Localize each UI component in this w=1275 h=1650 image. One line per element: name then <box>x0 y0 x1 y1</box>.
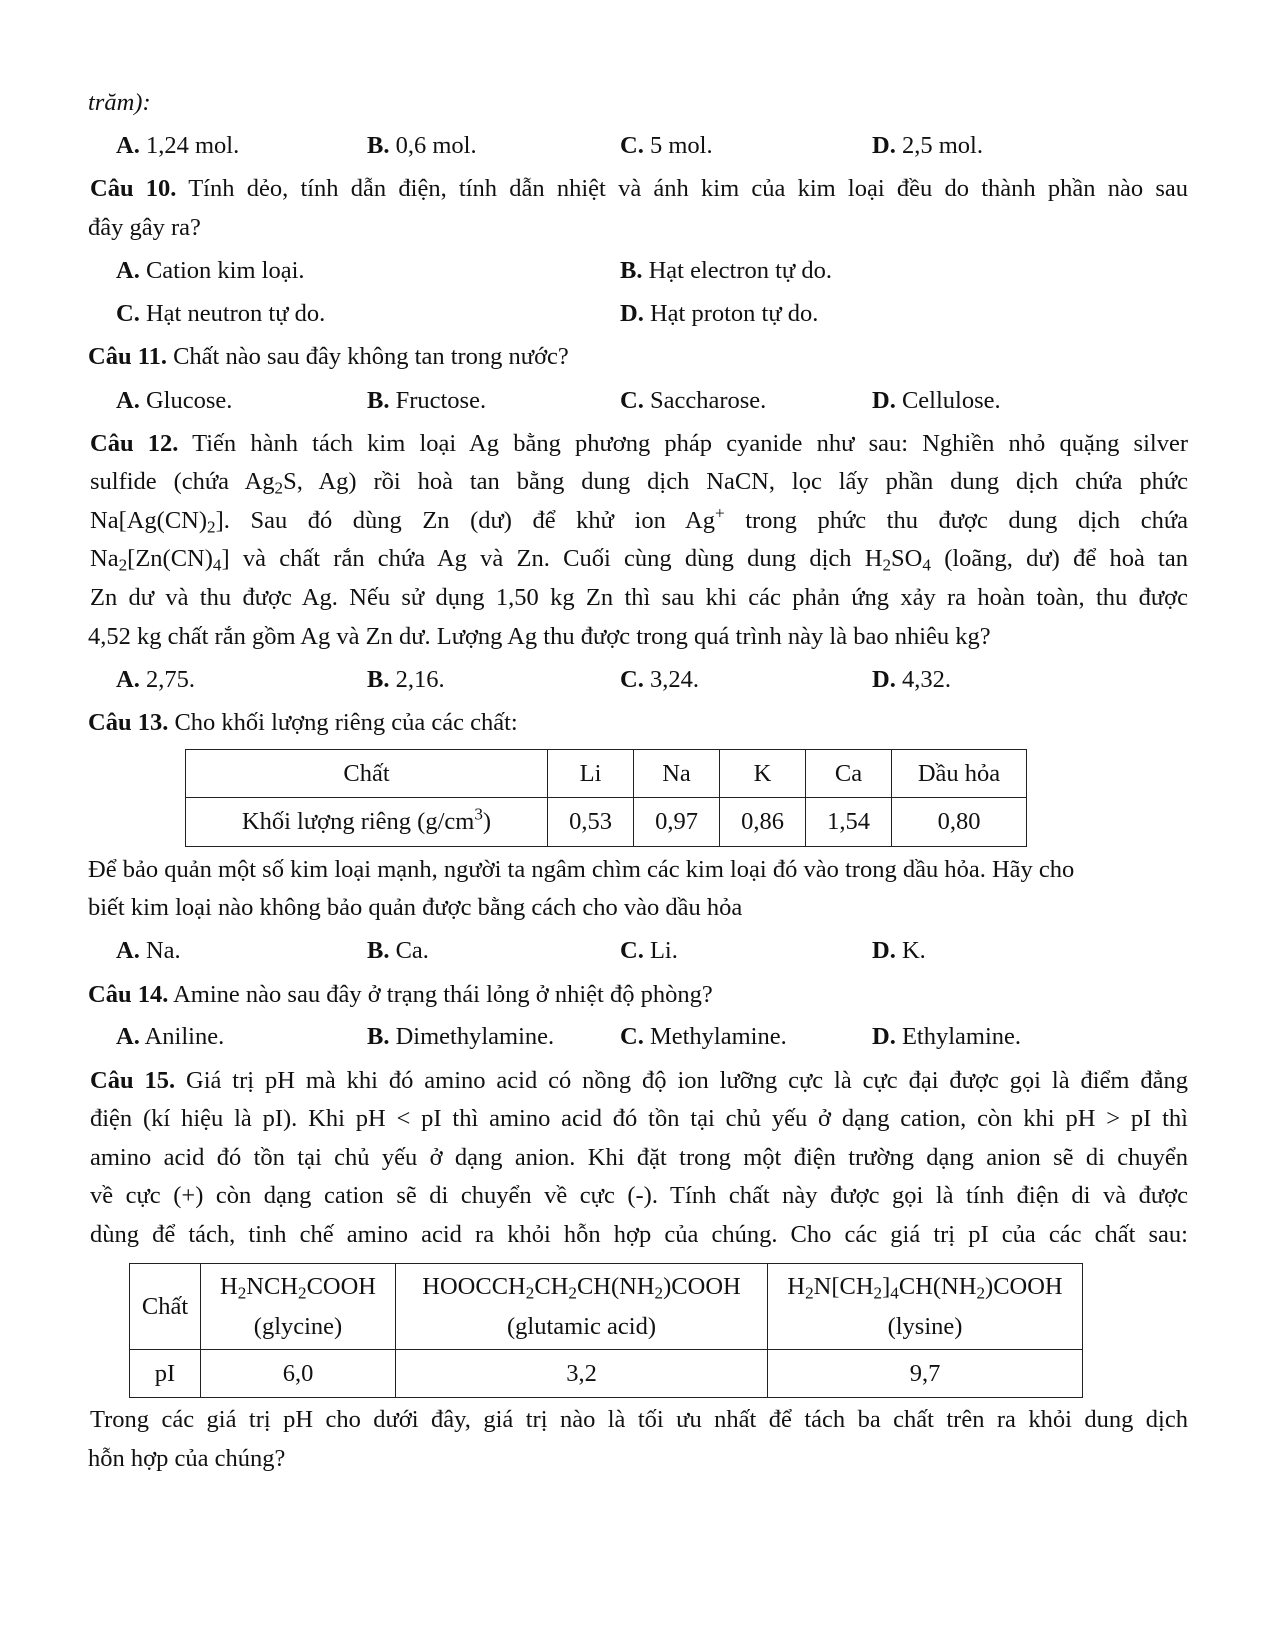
option-label: C. <box>620 937 644 964</box>
option-text: Hạt proton tự do. <box>649 300 819 327</box>
question-label: Câu 10. <box>90 175 177 202</box>
option-text: Li. <box>649 937 678 964</box>
option-text: 5 mol. <box>649 132 713 159</box>
q9-option-b[interactable] <box>367 131 477 161</box>
q13-after-line2: biết kim loại nào không bảo quản được bằng cách cho vào dầu hỏa <box>88 894 743 921</box>
option-text: Cellulose. <box>901 387 1001 414</box>
table-cell: 0,97 <box>634 798 720 847</box>
q13-after-line1: Để bảo quản một số kim loại mạnh, người ta ngâm chìm các kim loại đó vào trong dầu hỏa. Hãy cho <box>88 856 1075 883</box>
table-header-row <box>130 1264 1083 1350</box>
option-text: Ethylamine. <box>901 1023 1022 1050</box>
option-text: Hạt neutron tự do. <box>145 300 326 327</box>
subscript: 4 <box>212 555 222 575</box>
option-label: B. <box>367 132 390 159</box>
q12-option-a[interactable] <box>116 665 195 695</box>
text-run: )COOH <box>663 1272 741 1300</box>
table-cell: 3,2 <box>396 1350 768 1398</box>
q9-option-c[interactable] <box>620 131 713 161</box>
question-label: Câu 11. <box>88 343 167 370</box>
glutamic-header-cell <box>396 1264 768 1350</box>
option-text: Ca. <box>395 937 429 964</box>
q14-option-c[interactable] <box>620 1022 787 1052</box>
option-text: 2,75. <box>145 666 195 693</box>
subscript: 2 <box>207 517 216 537</box>
question-label: Câu 12. <box>90 430 179 457</box>
question-label: Câu 13. <box>88 709 169 736</box>
option-text: Dimethylamine. <box>395 1023 555 1050</box>
question-text: Tiến hành tách kim loại Ag bằng phương pháp cyanide như sau: Nghiền nhỏ quặng silver <box>192 430 1188 457</box>
option-text: K. <box>901 937 926 964</box>
table-cell: 6,0 <box>201 1350 396 1398</box>
option-text: Saccharose. <box>649 387 767 414</box>
option-text: 4,32. <box>901 666 951 693</box>
option-label: B. <box>367 1023 390 1050</box>
option-label: D. <box>872 387 896 414</box>
option-text: 2,5 mol. <box>901 132 983 159</box>
option-label: D. <box>872 1023 896 1050</box>
subscript: 4 <box>890 1282 899 1302</box>
q12-option-b[interactable] <box>367 665 445 695</box>
q10-option-d[interactable] <box>620 299 818 329</box>
table-cell: 0,86 <box>720 798 806 847</box>
q15-stem-line3: amino acid đó tồn tại chủ yếu ở dạng anion. Khi đặt trong một điện trường dạng anion sẽ di chuyển <box>90 1144 1188 1171</box>
option-text: Hạt electron tự do. <box>648 257 832 284</box>
option-label: A. <box>116 257 140 284</box>
text-run: CH <box>534 1272 569 1300</box>
text-run: ) <box>482 808 492 835</box>
table-row-label: pI <box>130 1350 201 1398</box>
q11-option-b[interactable] <box>367 386 486 416</box>
q11-option-a[interactable] <box>116 386 232 416</box>
q11-stem <box>88 342 569 372</box>
table-row <box>130 1350 1083 1398</box>
table-row <box>186 798 1027 847</box>
table-header-cell: Chất <box>186 750 548 798</box>
compound-name: (lysine) <box>887 1312 963 1340</box>
text-run: Na <box>90 545 119 572</box>
table-header-cell: Dầu hỏa <box>892 750 1027 798</box>
option-text: Aniline. <box>144 1023 225 1050</box>
option-text: 1,24 mol. <box>145 132 240 159</box>
subscript: 2 <box>237 1282 247 1302</box>
q14-option-a[interactable] <box>116 1022 224 1052</box>
q15-stem-line1 <box>90 1066 1188 1096</box>
text-run: CH(NH <box>576 1272 655 1300</box>
q15-after-line1: Trong các giá trị pH cho dưới đây, giá trị nào là tối ưu nhất để tách ba chất trên ra khỏi dung dịch <box>90 1406 1188 1433</box>
text-run: CH(NH <box>898 1272 977 1300</box>
q12-stem-line3 <box>90 503 1188 537</box>
table-header-cell: Ca <box>806 750 892 798</box>
option-label: A. <box>116 937 140 964</box>
option-label: B. <box>367 387 390 414</box>
subscript: 2 <box>882 555 892 575</box>
option-text: Glucose. <box>145 387 233 414</box>
question-text: Amine nào sau đây ở trạng thái lỏng ở nhiệt độ phòng? <box>173 981 713 1008</box>
text-run: [Zn(CN) <box>127 545 213 572</box>
q14-option-b[interactable] <box>367 1022 554 1052</box>
q10-option-b[interactable] <box>620 256 832 286</box>
option-label: D. <box>872 937 896 964</box>
q14-option-d[interactable] <box>872 1022 1021 1052</box>
option-text: Cation kim loại. <box>145 257 305 284</box>
table-cell: 0,53 <box>548 798 634 847</box>
q13-option-b[interactable] <box>367 936 429 966</box>
q12-stem-line2 <box>90 467 1188 497</box>
option-label: A. <box>116 132 140 159</box>
option-text: Na. <box>145 937 181 964</box>
option-label: C. <box>116 300 140 327</box>
text-run: H <box>787 1272 806 1300</box>
q13-option-c[interactable] <box>620 936 678 966</box>
option-label: D. <box>872 666 896 693</box>
table-cell: 0,80 <box>892 798 1027 847</box>
q15-after-line2: hỗn hợp của chúng? <box>88 1445 286 1472</box>
q12-option-c[interactable] <box>620 665 699 695</box>
option-text: 3,24. <box>649 666 699 693</box>
option-text: 0,6 mol. <box>395 132 477 159</box>
q13-option-a[interactable] <box>116 936 181 966</box>
text-run: SO <box>891 545 923 572</box>
option-text: Methylamine. <box>649 1023 787 1050</box>
text-run: Na[Ag(CN) <box>90 507 208 534</box>
table-header-cell: Na <box>634 750 720 798</box>
q10-stem-line2: đây gây ra? <box>88 214 201 241</box>
text-run: NCH <box>246 1272 298 1300</box>
compound-name: (glycine) <box>253 1312 343 1340</box>
q9-option-d[interactable] <box>872 131 983 161</box>
compound-name: (glutamic acid) <box>507 1312 656 1340</box>
table-header-cell: K <box>720 750 806 798</box>
option-label: C. <box>620 132 644 159</box>
q14-stem <box>88 980 713 1010</box>
question-text: Chất nào sau đây không tan trong nước? <box>173 343 569 370</box>
q13-stem <box>88 708 518 738</box>
option-label: D. <box>872 132 896 159</box>
option-label: C. <box>620 666 644 693</box>
option-label: A. <box>116 666 140 693</box>
q15-stem-line4: về cực (+) còn dạng cation sẽ di chuyển về cực (-). Tính chất này được gọi là tính điện di và được <box>90 1182 1188 1209</box>
q15-stem-line2: điện (kí hiệu là pI). Khi pH < pI thì amino acid đó tồn tại chủ yếu ở dạng cation, còn khi pH > pI thì <box>90 1105 1188 1132</box>
question-text: Tính dẻo, tính dẫn điện, tính dẫn nhiệt và ánh kim của kim loại đều do thành phần nào sau <box>188 175 1188 202</box>
text-run: N[CH <box>813 1272 874 1300</box>
text-run: ]. Sau đó dùng Zn (dư) để khử ion Ag <box>215 507 715 534</box>
text-run: H <box>219 1272 238 1300</box>
subscript: 2 <box>118 555 128 575</box>
option-text: Fructose. <box>395 387 487 414</box>
q10-option-c[interactable] <box>116 299 325 329</box>
question-text: Giá trị pH mà khi đó amino acid có nồng độ ion lưỡng cực là cực đại được gọi là điểm đẳng <box>186 1067 1188 1094</box>
table-cell: 9,7 <box>768 1350 1083 1398</box>
lysine-header-cell <box>768 1264 1083 1350</box>
table-cell: 1,54 <box>806 798 892 847</box>
q11-option-c[interactable] <box>620 386 766 416</box>
subscript: 2 <box>298 1282 307 1302</box>
table-header-cell: Chất <box>130 1264 201 1350</box>
text-run: )COOH <box>985 1272 1063 1300</box>
option-label: B. <box>367 937 390 964</box>
q9-option-a[interactable] <box>116 131 239 161</box>
text-run: (loãng, dư) để hoà tan <box>930 545 1188 572</box>
option-label: A. <box>116 387 140 414</box>
option-text: 2,16. <box>395 666 445 693</box>
text-run: S, Ag) rồi hoà tan bằng dung dịch NaCN, lọc lấy phần dung dịch chứa phức <box>283 468 1188 495</box>
option-label: C. <box>620 387 644 414</box>
text-run: Khối lượng riêng (g/cm <box>241 808 475 835</box>
q11-option-d[interactable] <box>872 386 1001 416</box>
q12-stem-line1 <box>90 429 1188 459</box>
q9-tail: trăm): <box>88 89 151 116</box>
text-run: ] <box>882 1272 891 1300</box>
table-header-row <box>186 750 1027 798</box>
table-row-label <box>186 798 548 847</box>
pi-table <box>129 1263 1083 1398</box>
q12-option-d[interactable] <box>872 665 951 695</box>
question-label: Câu 15. <box>90 1067 176 1094</box>
subscript: 2 <box>976 1282 986 1302</box>
text-run: sulfide (chứa Ag <box>90 468 275 495</box>
subscript: 2 <box>873 1282 883 1302</box>
subscript: 2 <box>525 1282 535 1302</box>
question-label: Câu 14. <box>88 981 169 1008</box>
table-header-cell: Li <box>548 750 634 798</box>
density-table <box>185 749 1027 847</box>
q15-stem-line5: dùng để tách, tinh chế amino acid ra khỏi hỗn hợp của chúng. Cho các giá trị pI của các chất sau: <box>90 1221 1188 1248</box>
glycine-header-cell <box>201 1264 396 1350</box>
superscript: + <box>714 503 725 523</box>
q12-stem-line4 <box>90 544 1188 574</box>
q12-stem-line5: Zn dư và thu được Ag. Nếu sử dụng 1,50 kg Zn thì sau khi các phản ứng xảy ra hoàn toàn, thu được <box>90 584 1188 611</box>
subscript: 2 <box>568 1282 577 1302</box>
option-label: B. <box>367 666 390 693</box>
text-run: COOH <box>306 1272 376 1300</box>
subscript: 2 <box>654 1282 664 1302</box>
option-label: D. <box>620 300 644 327</box>
q10-option-a[interactable] <box>116 256 305 286</box>
option-label: A. <box>116 1023 140 1050</box>
option-label: B. <box>620 257 643 284</box>
option-label: C. <box>620 1023 644 1050</box>
superscript: 3 <box>474 804 483 824</box>
question-text: Cho khối lượng riêng của các chất: <box>174 709 518 736</box>
subscript: 2 <box>805 1282 814 1302</box>
q12-stem-line6: 4,52 kg chất rắn gồm Ag và Zn dư. Lượng Ag thu được trong quá trình này là bao nhiêu kg? <box>88 623 991 650</box>
q13-option-d[interactable] <box>872 936 926 966</box>
text-run: ] và chất rắn chứa Ag và Zn. Cuối cùng dùng dung dịch H <box>221 545 883 572</box>
text-run: HOOCCH <box>422 1272 526 1300</box>
q10-stem-line1 <box>90 174 1188 204</box>
subscript: 4 <box>922 555 931 575</box>
text-run: trong phức thu được dung dịch chứa <box>724 507 1188 534</box>
subscript: 2 <box>274 478 284 498</box>
